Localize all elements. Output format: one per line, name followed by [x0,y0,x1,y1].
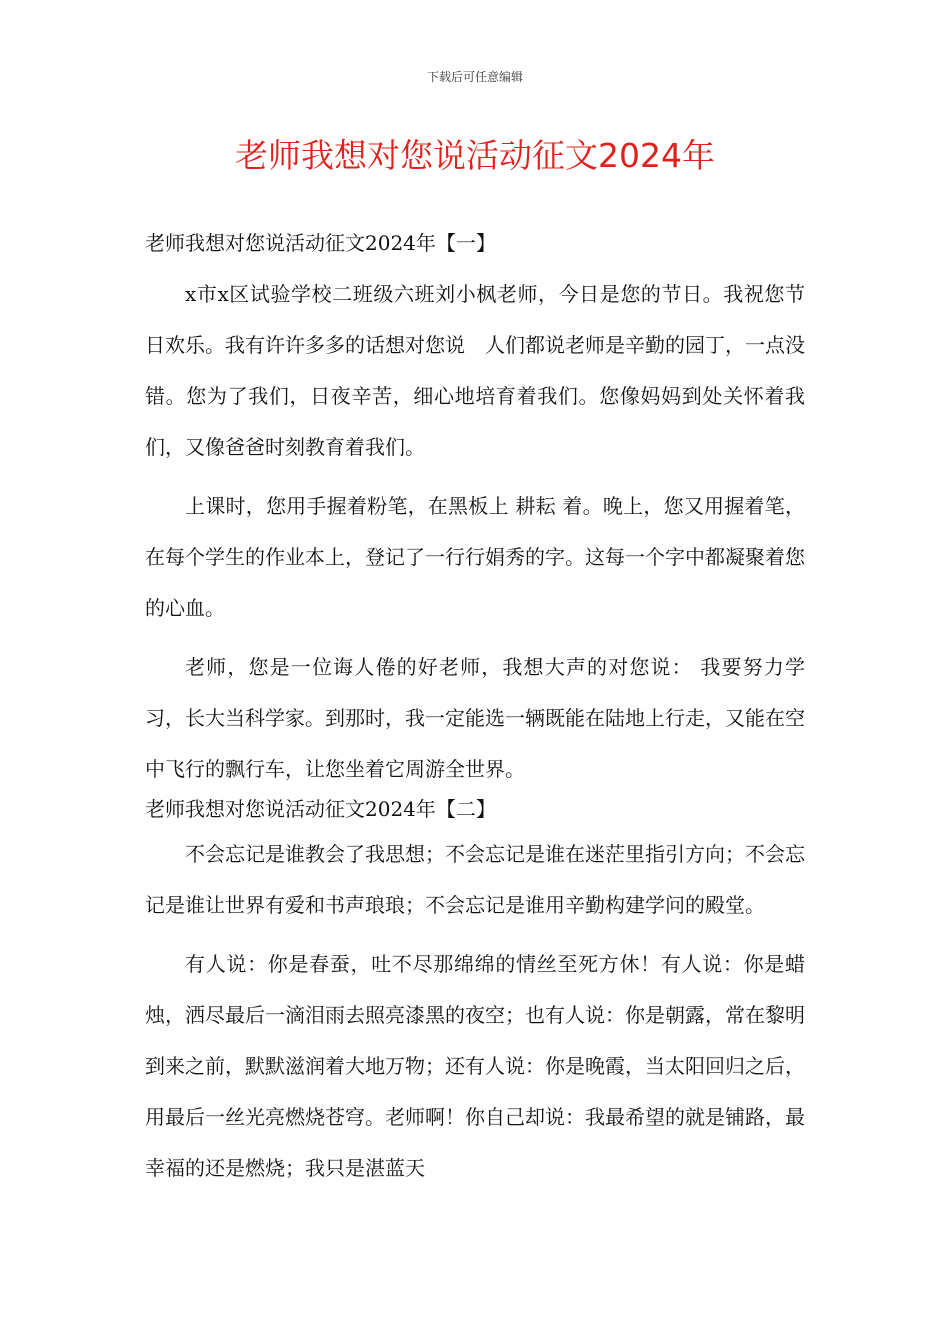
paragraph: x市x区试验学校二班级六班刘小枫老师，今日是您的节日。我祝您节日欢乐。我有许许多多的话想对您说 人们都说老师是辛勤的园丁，一点没错。您为了我们，日夜辛苦，细心地培育着我们。您像妈妈到处关怀着我们，又像爸爸时刻教育着我们。 [145,282,805,459]
document-title: 老师我想对您说活动征文2024年 [235,136,715,175]
paragraph: 上课时，您用手握着粉笔，在黑板上 耕耘 着。晚上，您又用握着笔，在每个学生的作业本上，登记了一行行娟秀的字。这每一个字中都凝聚着您的心血。 [145,494,805,620]
section-heading-1: 老师我想对您说活动征文2024年【一】 [145,231,496,255]
header-note: 下载后可任意编辑 [426,70,523,84]
section-heading-2: 老师我想对您说活动征文2024年【二】 [145,797,496,821]
document-body [145,223,805,1194]
paragraph: 不会忘记是谁教会了我思想；不会忘记是谁在迷茫里指引方向；不会忘记是谁让世界有爱和书声琅琅；不会忘记是谁用辛勤构建学问的殿堂。 [145,842,805,917]
paragraph: 有人说：你是春蚕，吐不尽那绵绵的情丝至死方休！有人说：你是蜡烛，洒尽最后一滴泪雨去照亮漆黑的夜空；也有人说：你是朝露，常在黎明到来之前，默默滋润着大地万物；还有人说：你是晚霞，当太阳回归之后，用最后一丝光亮燃烧苍穹。老师啊！你自己却说：我最希望的就是铺路，最幸福的还是燃烧；我只是湛蓝天 [145,952,805,1180]
paragraph: 老师，您是一位诲人倦的好老师，我想大声的对您说： 我要努力学习，长大当科学家。到那时，我一定能选一辆既能在陆地上行走，又能在空中飞行的飘行车，让您坐着它周游全世界。 [145,655,805,781]
